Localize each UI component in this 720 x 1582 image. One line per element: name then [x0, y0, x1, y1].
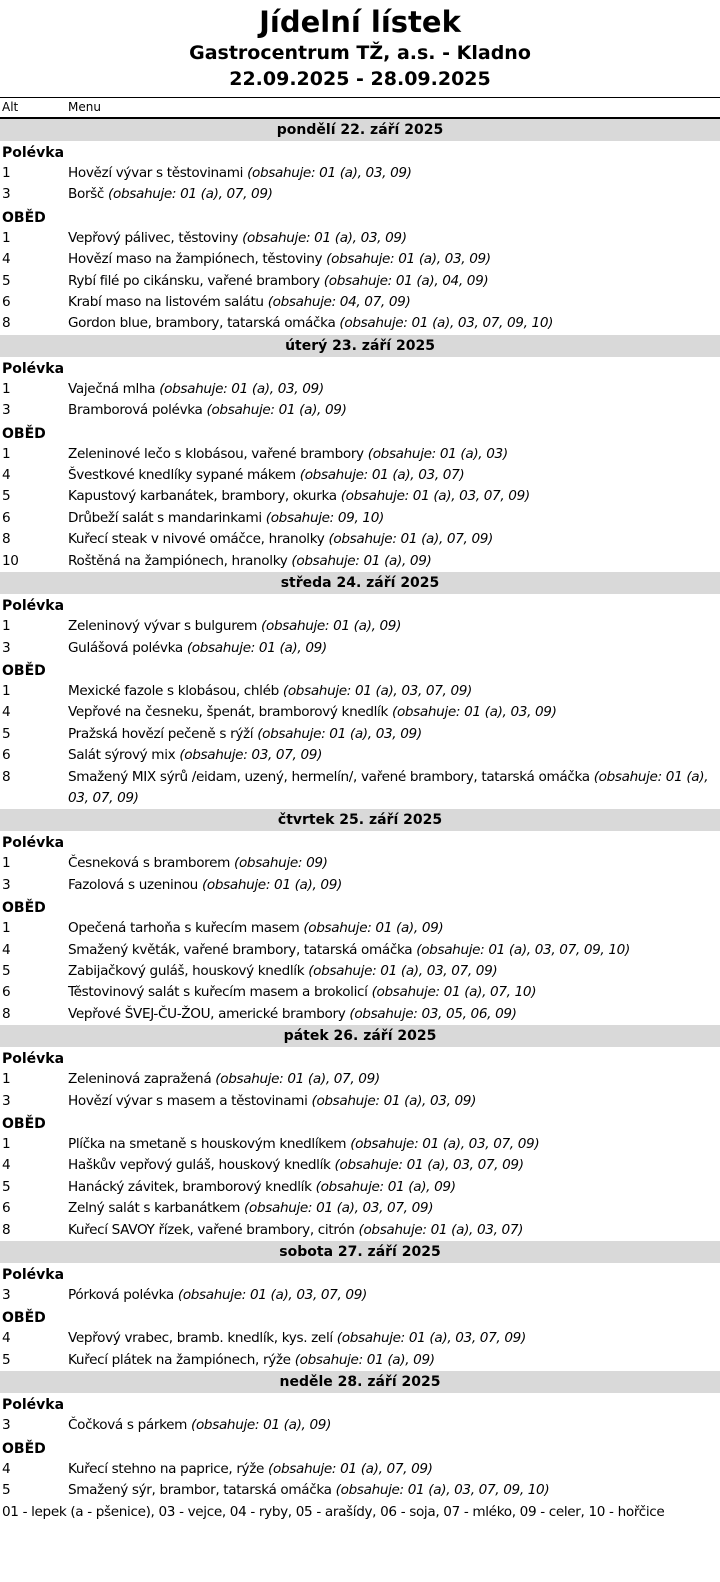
menu-item-allergens: (obsahuje: 01 (a), 03, 07, 09, 10)	[416, 941, 630, 958]
menu-item	[0, 379, 720, 400]
menu-item-name: Pražská hovězí pečeně s rýží	[68, 725, 254, 742]
menu-item-alt: 3	[2, 402, 11, 419]
menu-item	[0, 638, 720, 659]
menu-item-name: Boršč	[68, 186, 105, 203]
section-title: OBĚD	[2, 900, 46, 917]
menu-item-allergens: (obsahuje: 01 (a), 09)	[294, 1351, 435, 1368]
section-title: Polévka	[2, 1397, 65, 1414]
menu-item-name: Česneková s bramborem	[68, 855, 231, 872]
menu-item-text	[68, 702, 720, 723]
menu-item	[0, 1480, 720, 1501]
menu-item-name: Čočková s párkem	[68, 1417, 188, 1434]
menu-item	[0, 551, 720, 572]
section-title: Polévka	[2, 1051, 65, 1068]
menu-item-allergens: (obsahuje: 01 (a), 09)	[315, 1178, 456, 1195]
menu-item-text	[68, 271, 720, 292]
menu-item-name: Zabijačkový guláš, houskový knedlík	[68, 962, 305, 979]
menu-item-allergens: (obsahuje: 03, 07, 09)	[179, 747, 323, 764]
menu-item	[0, 961, 720, 982]
menu-item-name: Roštěná na žampiónech, hranolky	[68, 552, 288, 569]
menu-item-allergens: (obsahuje: 01 (a), 09)	[291, 552, 432, 569]
menu-item-text	[68, 745, 720, 766]
menu-item-alt: 3	[2, 639, 11, 656]
menu-item-text	[68, 875, 720, 896]
menu-item-alt: 5	[2, 725, 11, 742]
menu-item-text	[68, 1177, 720, 1198]
menu-item-text	[68, 486, 720, 507]
menu-item-name: Haškův vepřový guláš, houskový knedlík	[68, 1157, 331, 1174]
menu-item	[0, 1415, 720, 1436]
menu-item-alt: 1	[2, 445, 11, 462]
menu-item-name: Salát sýrový mix	[68, 747, 176, 764]
menu-item-alt: 10	[2, 552, 19, 569]
menu-item-allergens: (obsahuje: 01 (a), 09)	[303, 920, 444, 937]
menu-item-allergens: (obsahuje: 01 (a), 03, 07, 09)	[282, 682, 473, 699]
menu-item	[0, 184, 720, 205]
menu-item-allergens: (obsahuje: 01 (a), 03, 07, 09, 10)	[335, 1482, 550, 1499]
menu-item-allergens: (obsahuje: 01 (a), 09)	[191, 1417, 332, 1434]
page-header	[0, 0, 720, 92]
day-header: neděle 28. září 2025	[0, 1371, 720, 1393]
menu-item	[0, 271, 720, 292]
menu-item-text	[68, 163, 720, 184]
restaurant-name: Gastrocentrum TŽ, a.s. - Kladno	[189, 42, 531, 64]
menu-item	[0, 1459, 720, 1480]
section-title: OBĚD	[2, 425, 46, 442]
menu-item-name: Smažený květák, vařené brambory, tatarská omáčka	[68, 941, 413, 958]
menu-item-allergens: (obsahuje: 01 (a), 03, 09)	[391, 704, 557, 721]
menu-item	[0, 616, 720, 637]
menu-item	[0, 745, 720, 766]
menu-item-name: Vepřové ŠVEJ-ČU-ŽOU, americké brambory	[68, 1005, 346, 1022]
menu-item-name: Drůbeží salát s mandarinkami	[68, 509, 262, 526]
menu-item-text	[68, 508, 720, 529]
menu-item	[0, 1091, 720, 1112]
menu-item	[0, 163, 720, 184]
menu-item-text	[68, 918, 720, 939]
menu-item-alt: 1	[2, 380, 11, 397]
menu-item	[0, 1328, 720, 1349]
menu-item	[0, 486, 720, 507]
menu-item-allergens: (obsahuje: 01 (a), 03, 07, 09)	[308, 962, 498, 979]
menu-item-text	[68, 724, 720, 745]
menu-item-allergens: (obsahuje: 01 (a), 09)	[201, 876, 342, 893]
menu-item-name: Gulášová polévka	[68, 639, 183, 656]
menu-item-name: Mexické fazole s klobásou, chléb	[68, 682, 279, 699]
menu-item	[0, 940, 720, 961]
menu-item-alt: 5	[2, 1482, 11, 1499]
menu-item-name: Kapustový karbanátek, brambory, okurka	[68, 488, 337, 505]
menu-item	[0, 1285, 720, 1306]
menu-item	[0, 292, 720, 313]
menu-item	[0, 249, 720, 270]
menu-item	[0, 1004, 720, 1025]
menu-item	[0, 1220, 720, 1241]
menu-item	[0, 853, 720, 874]
day-header: pátek 26. září 2025	[0, 1025, 720, 1047]
section-title: Polévka	[2, 360, 65, 377]
menu-item-text	[68, 1328, 720, 1349]
menu-item-text	[68, 1134, 720, 1155]
menu-item-allergens: (obsahuje: 04, 07, 09)	[267, 294, 411, 311]
day-header: úterý 23. září 2025	[0, 335, 720, 357]
menu-item-allergens: (obsahuje: 01 (a), 03, 07, 09)	[350, 1136, 540, 1152]
section-title: OBĚD	[2, 209, 46, 226]
menu-item-alt: 8	[2, 768, 11, 785]
menu-item-allergens: (obsahuje: 01 (a), 03, 09)	[247, 165, 412, 181]
menu-item-text	[68, 1350, 720, 1371]
menu-item-text	[68, 616, 720, 637]
menu-item-allergens: (obsahuje: 01 (a), 03, 07)	[358, 1221, 524, 1238]
menu-item	[0, 918, 720, 939]
menu-item-name: Hanácký závitek, bramborový knedlík	[68, 1178, 312, 1195]
menu-item-text	[68, 444, 720, 465]
menu-item-name: Bramborová polévka	[68, 402, 203, 419]
menu-item-allergens: (obsahuje: 09)	[234, 855, 328, 872]
section-title: Polévka	[2, 145, 65, 161]
menu-item-name: Krabí maso na listovém salátu	[68, 294, 264, 311]
menu-item-alt: 5	[2, 1351, 11, 1368]
menu-item-text	[68, 1220, 720, 1241]
menu-item-allergens: (obsahuje: 01 (a), 09)	[186, 639, 327, 656]
menu-item-allergens: (obsahuje: 01 (a), 03, 09)	[242, 229, 407, 246]
menu-item-text	[68, 1480, 720, 1501]
menu-item-allergens: (obsahuje: 01 (a), 03, 07, 09)	[334, 1157, 524, 1174]
menu-item-alt: 8	[2, 1005, 11, 1022]
menu-item-name: Zeleninové lečo s klobásou, vařené brambory	[68, 445, 364, 462]
menu-item-name: Vepřový pálivec, těstoviny	[68, 229, 239, 246]
menu-item-name: Kuřecí SAVOY řízek, vařené brambory, citrón	[68, 1221, 355, 1238]
section-title: Polévka	[2, 598, 65, 615]
menu-item-allergens: (obsahuje: 01 (a), 03, 07, 09, 10)	[339, 315, 554, 332]
menu-item-text	[68, 982, 720, 1003]
day-header: sobota 27. září 2025	[0, 1241, 720, 1263]
menu-item-text	[68, 1285, 720, 1306]
menu-item-allergens: (obsahuje: 01 (a), 03, 07, 09)	[336, 1330, 526, 1347]
menu-item-text	[68, 1155, 720, 1176]
menu-item-alt: 4	[2, 467, 11, 484]
menu-item-text	[68, 465, 720, 486]
menu-item-alt: 8	[2, 531, 11, 548]
menu-item	[0, 444, 720, 465]
menu-item-name: Zelný salát s karbanátkem	[68, 1200, 241, 1217]
menu-item-text	[68, 379, 720, 400]
menu-item-text	[68, 1091, 720, 1112]
menu-item-name: Kuřecí plátek na žampiónech, rýže	[68, 1351, 291, 1368]
menu-item-name: Gordon blue, brambory, tatarská omáčka	[68, 315, 336, 332]
menu-item-allergens: (obsahuje: 01 (a), 07, 09)	[215, 1071, 380, 1088]
section-title: Polévka	[2, 835, 65, 852]
menu-item-name: Hovězí vývar s těstovinami	[68, 165, 244, 181]
menu-item-alt: 1	[2, 618, 11, 635]
menu-item-alt: 3	[2, 186, 11, 203]
menu-item-alt: 8	[2, 1221, 11, 1238]
menu-item-allergens: (obsahuje: 01 (a), 07, 09)	[328, 531, 494, 548]
menu-item-text	[68, 313, 720, 334]
allergen-legend: 01 - lepek (a - pšenice), 03 - vejce, 04 - ryby, 05 - arašídy, 06 - soja, 07 - mléko, 09 - celer, 10 - hořčice	[2, 1504, 665, 1521]
menu-item-name: Vepřový vrabec, bramb. knedlík, kys. zelí	[68, 1330, 333, 1347]
menu-item-alt: 1	[2, 1071, 11, 1088]
menu-item-name: Smažený MIX sýrů /eidam, uzený, hermelín/, vařené brambory, tatarská omáčka	[68, 768, 590, 785]
menu-item-alt: 1	[2, 682, 11, 699]
menu-item-allergens: (obsahuje: 01 (a), 03, 07, 09)	[244, 1200, 434, 1217]
menu-item-alt: 6	[2, 984, 11, 1001]
section-title: OBĚD	[2, 1116, 46, 1132]
menu-item-name: Zeleninová zapražená	[68, 1071, 212, 1088]
menu-item-allergens: (obsahuje: 01 (a), 07, 09)	[108, 186, 273, 203]
section-title: OBĚD	[2, 662, 46, 679]
menu-item-allergens: (obsahuje: 01 (a), 09)	[261, 618, 402, 635]
menu-item-allergens: (obsahuje: 01 (a), 03, 07, 09)	[177, 1287, 367, 1304]
menu-item-text	[68, 1198, 720, 1219]
menu-item-alt: 3	[2, 876, 11, 893]
menu-item-name: Hovězí vývar s masem a těstovinami	[68, 1092, 308, 1109]
menu-item-alt: 4	[2, 941, 11, 958]
menu-item-text	[68, 529, 720, 550]
menu-item-alt: 6	[2, 294, 11, 311]
section-title: OBĚD	[2, 1310, 46, 1327]
menu-item-alt: 4	[2, 251, 11, 268]
menu-item-text	[68, 292, 720, 313]
menu-item-name: Vepřové na česneku, špenát, bramborový knedlík	[68, 704, 388, 721]
column-header	[0, 97, 720, 119]
menu-item	[0, 1155, 720, 1176]
menu-item-allergens: (obsahuje: 01 (a), 04, 09)	[323, 272, 489, 289]
menu-item-text	[68, 681, 720, 702]
menu-item-text	[68, 638, 720, 659]
menu-item-alt: 3	[2, 1417, 11, 1434]
menu-item-name: Zeleninový vývar s bulgurem	[68, 618, 258, 635]
menu-item-text	[68, 961, 720, 982]
menu-item	[0, 400, 720, 421]
menu-item-text	[68, 1069, 720, 1090]
menu-item-alt: 5	[2, 488, 11, 505]
menu-item-alt: 3	[2, 1287, 11, 1304]
menu-item-alt: 1	[2, 855, 11, 872]
menu-item-alt: 1	[2, 1136, 11, 1152]
menu-item-alt: 5	[2, 272, 11, 289]
date-range: 22.09.2025 - 28.09.2025	[229, 68, 491, 90]
day-header: středa 24. září 2025	[0, 572, 720, 594]
column-menu-label: Menu	[68, 100, 101, 114]
menu-list	[0, 119, 720, 1501]
menu-item	[0, 529, 720, 550]
menu-item-allergens: (obsahuje: 01 (a), 03, 09)	[159, 380, 324, 397]
menu-item-text	[68, 767, 720, 810]
menu-item	[0, 313, 720, 334]
menu-item-allergens: (obsahuje: 01 (a), 09)	[206, 402, 347, 419]
menu-item-text	[68, 228, 720, 249]
menu-item-text	[68, 184, 720, 205]
menu-item-allergens: (obsahuje: 01 (a), 03, 09)	[326, 251, 491, 268]
menu-item-name: Plíčka na smetaně s houskovým knedlíkem	[68, 1136, 347, 1152]
menu-item	[0, 724, 720, 745]
menu-item	[0, 702, 720, 723]
menu-item	[0, 1350, 720, 1371]
menu-item-alt: 6	[2, 1200, 11, 1217]
menu-item-alt: 4	[2, 1460, 11, 1477]
menu-item-alt: 4	[2, 1330, 11, 1347]
menu-item	[0, 1198, 720, 1219]
menu-item-name: Kuřecí stehno na paprice, rýže	[68, 1460, 265, 1477]
section-title: Polévka	[2, 1267, 65, 1284]
menu-item-alt: 4	[2, 1157, 11, 1174]
menu-item-allergens: (obsahuje: 09, 10)	[265, 509, 384, 526]
menu-item	[0, 465, 720, 486]
menu-item-alt: 8	[2, 315, 11, 332]
menu-item-allergens: (obsahuje: 01 (a), 03)	[367, 445, 508, 462]
menu-item-text	[68, 1415, 720, 1436]
menu-item	[0, 767, 720, 810]
menu-item-allergens: (obsahuje: 01 (a), 03, 07, 09)	[340, 488, 530, 505]
menu-item-name: Těstovinový salát s kuřecím masem a brokolicí	[68, 984, 368, 1001]
day-header: pondělí 22. září 2025	[0, 119, 720, 141]
menu-item-name: Vaječná mlha	[68, 380, 156, 397]
menu-item-alt: 5	[2, 1178, 11, 1195]
menu-item-text	[68, 249, 720, 270]
menu-item-allergens: (obsahuje: 01 (a), 07, 09)	[268, 1460, 433, 1477]
menu-item-allergens: (obsahuje: 01 (a), 03, 07)	[299, 467, 465, 484]
menu-item-alt: 6	[2, 509, 11, 526]
menu-item	[0, 1177, 720, 1198]
menu-item-text	[68, 400, 720, 421]
menu-item	[0, 875, 720, 896]
menu-item-alt: 1	[2, 229, 11, 246]
menu-item-name: Kuřecí steak v nivové omáčce, hranolky	[68, 531, 325, 548]
menu-item-text	[68, 940, 720, 961]
menu-item-name: Pórková polévka	[68, 1287, 174, 1304]
menu-item-name: Švestkové knedlíky sypané mákem	[68, 467, 296, 484]
menu-item-alt: 4	[2, 704, 11, 721]
menu-item	[0, 1134, 720, 1155]
menu-item	[0, 508, 720, 529]
menu-item-alt: 1	[2, 920, 11, 937]
menu-item-text	[68, 1004, 720, 1025]
menu-item-allergens: (obsahuje: 01 (a), 03, 09)	[257, 725, 422, 742]
menu-item-name: Smažený sýr, brambor, tatarská omáčka	[68, 1482, 332, 1499]
menu-item	[0, 982, 720, 1003]
day-header: čtvrtek 25. září 2025	[0, 809, 720, 831]
section-title: OBĚD	[2, 1440, 46, 1457]
menu-item-name: Hovězí maso na žampiónech, těstoviny	[68, 251, 323, 268]
menu-item-name: Opečená tarhoňa s kuřecím masem	[68, 920, 300, 937]
menu-item	[0, 681, 720, 702]
menu-item	[0, 228, 720, 249]
menu-item-alt: 6	[2, 747, 11, 764]
column-alt-label: Alt	[2, 100, 19, 114]
page-title: Jídelní lístek	[259, 5, 461, 39]
menu-item-alt: 1	[2, 165, 11, 181]
menu-item-allergens: (obsahuje: 01 (a), 03, 07, 09)	[68, 768, 709, 806]
menu-item-name: Rybí filé po cikánsku, vařené brambory	[68, 272, 320, 289]
menu-item-text	[68, 1459, 720, 1480]
menu-item-allergens: (obsahuje: 01 (a), 07, 10)	[371, 984, 537, 1001]
menu-item-alt: 5	[2, 962, 11, 979]
menu-item-name: Fazolová s uzeninou	[68, 876, 198, 893]
menu-item	[0, 1069, 720, 1090]
menu-item-allergens: (obsahuje: 03, 05, 06, 09)	[349, 1005, 517, 1022]
menu-item-text	[68, 551, 720, 572]
menu-item-text	[68, 853, 720, 874]
menu-item-alt: 3	[2, 1092, 11, 1109]
menu-item-allergens: (obsahuje: 01 (a), 03, 09)	[311, 1092, 477, 1109]
